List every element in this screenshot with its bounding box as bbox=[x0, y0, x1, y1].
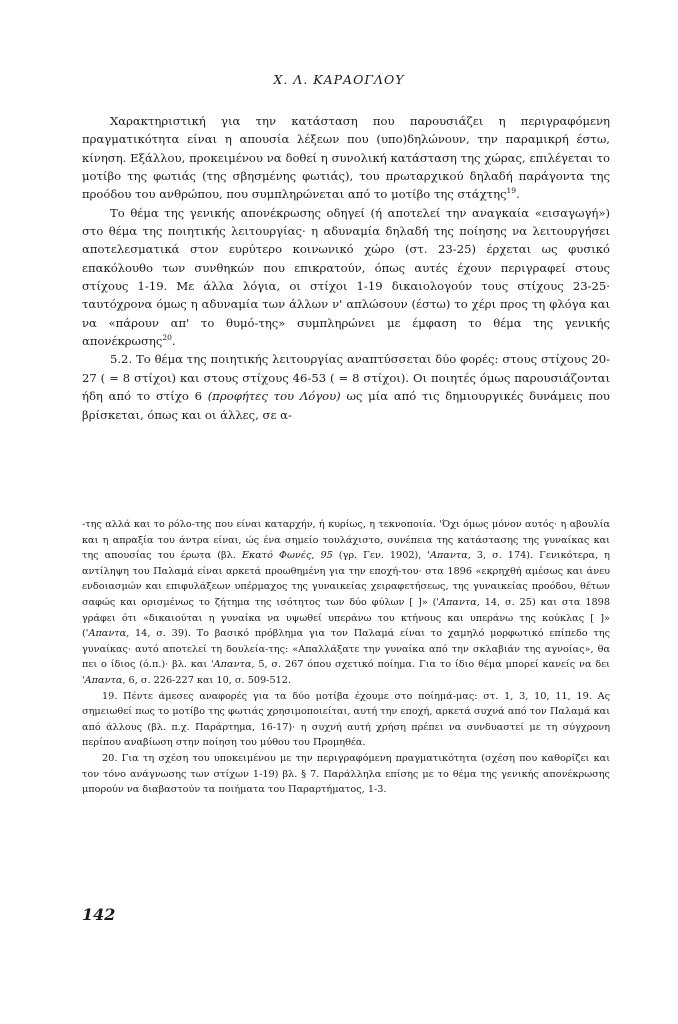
footnote-ref-20[interactable]: 20 bbox=[162, 333, 172, 343]
paragraph-2-end: . bbox=[171, 334, 176, 349]
footnote-text: -της αλλά και το ρόλο-της που είναι καταρχήν, ή κυρίως, η τεκνοποιία. 'Όχι όμως μόνον αυτός· η αβουλία και η απραξία του άντρα είναι, ώς ένα σημείο τουλάχιστο, συνέπεια της κατάστασης της γυναίκας και της απουσίας του έρωτα (βλ. bbox=[82, 519, 610, 562]
running-head: Χ. Λ. ΚΑΡΑΟΓΛΟΥ bbox=[273, 72, 405, 87]
paragraph-1 bbox=[82, 112, 610, 204]
paragraph-2 bbox=[82, 204, 610, 351]
page-number: 142 bbox=[82, 905, 116, 924]
footnote-19: 19. Πέντε άμεσες αναφορές για τα δύο μοτίβα έχουμε στο ποίημά-μας: στ. 1, 3, 10, 11, 19. Ας σημειωθεί πως το μοτίβο της φωτιάς χρησιμοποιείται, αυτή την εποχή, αρκετά συχνά από τον Παλαμά και από άλλους (βλ. π.χ. Παράρτημα, 16-17)· η συχνή αυτή χρήση πρέπει να συνδυαστεί με τη σύγχρονη περίπου αναβίωση στην ποίηση του μύθου του Προμηθέα. bbox=[82, 690, 610, 749]
footnote-citation: 'Απαντα, bbox=[436, 596, 480, 608]
paragraph-3-text-a: 5.2. Το θέμα της ποιητικής λειτουργίας αναπτύσσεται δύο φορές: στους στίχους 20-27 ( = 8 στίχοι) και στους στίχους 46-53 ( = 8 στίχοι). Οι ποιητές όμως παρουσιάζονται ήδη από το στίχο 6 bbox=[82, 352, 610, 404]
paragraph-3-citation: (προφήτες του Λόγου) bbox=[207, 389, 341, 404]
footnote-text: 14, σ. 39). Το βασικό πρόβλημα για τον Παλαμά είναι το χαμηλό μορφωτικό επίπεδο της γυναίκας· αυτό αποτελεί τη δουλεία-της: «Απαλλάξατε την γυναίκα από την σκλαβιάν της αγνοίας», θα πει ο ίδιος (ό.π.)· βλ. και bbox=[82, 628, 610, 671]
footnote-text: 14, σ. 25) και στα 1898 γράφει ότι «δικαιούται η γυναίκα να υψωθεί υπεράνω του κτήνους και υπεράνω της κούκλας [ ]» ( bbox=[82, 596, 610, 640]
footnote-text: 6, σ. 226-227 και 10, σ. 509-512. bbox=[125, 674, 292, 686]
footnote-continuation bbox=[82, 517, 610, 689]
footnote-text: (γρ. Γεν. 1902), bbox=[332, 550, 428, 562]
paragraph-1-end: . bbox=[516, 187, 520, 202]
footnote-citation: 'Απαντα, bbox=[211, 659, 255, 671]
footnote-citation: 'Απαντα, bbox=[427, 550, 471, 562]
footnote-citation: 'Απαντα, bbox=[82, 674, 126, 686]
footnote-text: 3, σ. 174). Γενικότερα, η αντίληψη του Παλαμά είναι αρκετά προωθημένη για την εποχή-του· στα 1896 «εκρηχθή αμέσως και άνευ ενδοιασμών και επιφυλάξεων υπέρμαχος της γυναικείας χειραφετήσεως, της γυναικείας προόδου, θέτων σαφώς και ορισμένως το ζήτημα της ισότητος των δύο φύλων [ ]» ( bbox=[82, 550, 610, 608]
footnotes bbox=[82, 517, 610, 798]
paragraph-3 bbox=[82, 350, 610, 423]
footnote-citation: 'Απαντα, bbox=[85, 628, 130, 640]
paragraph-1-text: Χαρακτηριστική για την κατάσταση που παρουσιάζει η περιγραφόμενη πραγματικότητα είναι η απουσία λέξεων που (υπο)δηλώνουν, την παραμικρή έστω, κίνηση. Εξάλλου, προκειμένου να δοθεί η συνολική κατάσταση της χώρας, επιλέγεται το μοτίβο της φωτιάς (της σβησμένης φωτιάς), του πρωταρχικού δηλαδή παράγοντα της προόδου του ανθρώπου, που συμπληρώνεται από το μοτίβο της στάχτης bbox=[82, 114, 610, 202]
footnote-citation: Εκατό Φωνές, 95 bbox=[241, 550, 333, 562]
main-text bbox=[82, 112, 610, 424]
footnote-text: 5, σ. 267 όπου σχετικό ποίημα. Για το ίδιο θέμα μπορεί κανείς να δει bbox=[254, 659, 610, 671]
paragraph-3-text-b: ως μία από τις δημιουργικές δυνάμεις που βρίσκεται, όπως και οι άλλες, σε α- bbox=[82, 389, 610, 422]
footnote-ref-19[interactable]: 19 bbox=[506, 186, 517, 196]
footnote-20: 20. Για τη σχέση του υποκειμένου με την περιγραφόμενη πραγματικότητα (σχέση που καθορίζει και τον τόνο ανάγνωσης των στίχων 1-19) βλ. § 7. Παράλληλα επίσης με το θέμα της γενικής απονέκρωσης μπορούν να διαβαστούν τα ποιήματα του Παραρτήματος, 1-3. bbox=[82, 752, 610, 796]
paragraph-2-text: Το θέμα της γενικής απονέκρωσης οδηγεί (ή αποτελεί την αναγκαία «εισαγωγή») στο θέμα της ποιητικής λειτουργίας· η αδυναμία δηλαδή της ποίησης να λειτουργήσει αποτελεσματικά στον ευρύτερο κοινωνικό χώρο (στ. 23-25) έρχεται ως φυσικό επακόλουθο των συνθηκών που επικρατούν, όπως αυτές έχουν περιγραφεί στους στίχους 1-19. Με άλλα λόγια, οι στίχοι 1-19 δικαιολογούν τους στίχους 23-25· ταυτόχρονα όμως η αδυναμία των άλλων ν' απλώσουν (έστω) το χέρι προς τη φλόγα και να «πάρουν απ' το θυμό-της» συμπληρώνει με έμφαση το θέμα της γενικής απονέκρωσης bbox=[82, 205, 610, 349]
